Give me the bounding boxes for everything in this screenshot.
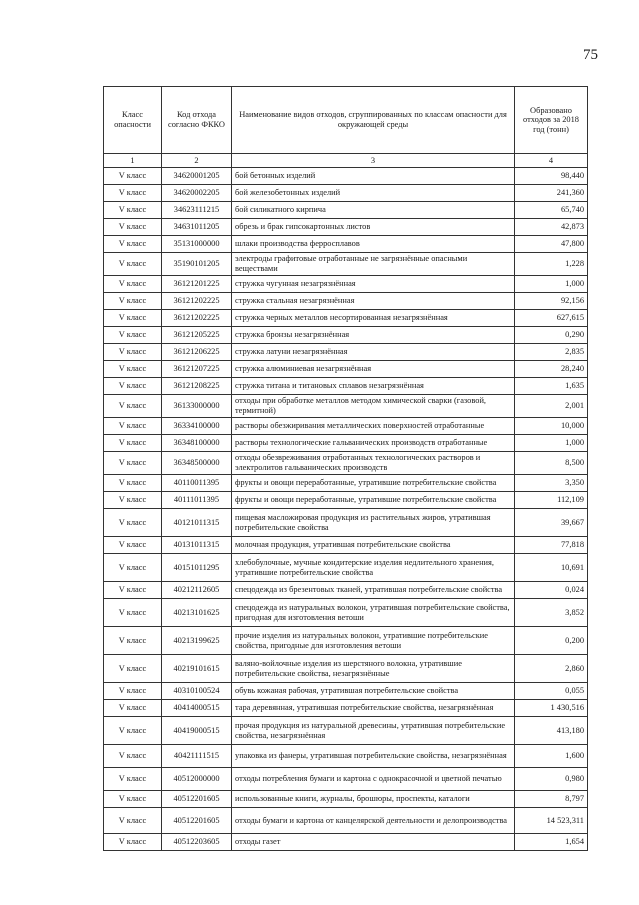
hazard-class-cell: V класс	[104, 344, 162, 361]
table-row	[104, 293, 588, 310]
amount-cell: 42,873	[515, 219, 588, 236]
table-row	[104, 492, 588, 509]
fkko-code-cell: 40219101615	[162, 655, 232, 683]
amount-cell: 1,000	[515, 276, 588, 293]
fkko-code-cell: 36348500000	[162, 452, 232, 475]
hazard-class-cell: V класс	[104, 745, 162, 768]
fkko-code-cell: 40512000000	[162, 768, 232, 791]
waste-name-cell: стружка чугунная незагрязнённая	[232, 276, 515, 293]
waste-name-cell: стружка стальная незагрязнённая	[232, 293, 515, 310]
hazard-class-cell: V класс	[104, 791, 162, 808]
fkko-code-cell: 40213101625	[162, 599, 232, 627]
fkko-code-cell: 36121202225	[162, 293, 232, 310]
table-row	[104, 219, 588, 236]
fkko-code-cell: 40212112605	[162, 582, 232, 599]
fkko-code-cell: 36121201225	[162, 276, 232, 293]
fkko-code-cell: 36121206225	[162, 344, 232, 361]
table-row	[104, 475, 588, 492]
amount-cell: 1,228	[515, 253, 588, 276]
hazard-class-cell: V класс	[104, 509, 162, 537]
amount-cell: 1,635	[515, 378, 588, 395]
amount-cell: 98,440	[515, 168, 588, 185]
amount-cell: 8,797	[515, 791, 588, 808]
table-row	[104, 168, 588, 185]
hazard-class-cell: V класс	[104, 395, 162, 418]
header-amount: Образовано отходов за 2018 год (тонн)	[515, 87, 588, 154]
fkko-code-cell: 36121205225	[162, 327, 232, 344]
waste-name-cell: стружка титана и титановых сплавов незагрязнённая	[232, 378, 515, 395]
waste-name-cell: шлаки производства ферросплавов	[232, 236, 515, 253]
amount-cell: 0,024	[515, 582, 588, 599]
column-index: 2	[162, 154, 232, 168]
waste-name-cell: обрезь и брак гипсокартонных листов	[232, 219, 515, 236]
amount-cell: 413,180	[515, 717, 588, 745]
fkko-code-cell: 40213199625	[162, 627, 232, 655]
amount-cell: 14 523,311	[515, 808, 588, 834]
fkko-code-cell: 40414000515	[162, 700, 232, 717]
amount-cell: 0,200	[515, 627, 588, 655]
amount-cell: 8,500	[515, 452, 588, 475]
table-row	[104, 253, 588, 276]
table-row	[104, 808, 588, 834]
table-row	[104, 435, 588, 452]
table-row	[104, 768, 588, 791]
column-index-row	[104, 154, 588, 168]
fkko-code-cell: 34620001205	[162, 168, 232, 185]
table-row	[104, 834, 588, 851]
table-row	[104, 509, 588, 537]
column-index: 1	[104, 154, 162, 168]
waste-name-cell: тара деревянная, утратившая потребительские свойства, незагрязнённая	[232, 700, 515, 717]
table-row	[104, 717, 588, 745]
fkko-code-cell: 36334100000	[162, 418, 232, 435]
waste-name-cell: отходы при обработке металлов методом химической сварки (газовой, термитной)	[232, 395, 515, 418]
hazard-class-cell: V класс	[104, 378, 162, 395]
waste-name-cell: хлебобулочные, мучные кондитерские изделия недлительного хранения, утратившие потребительские свойства	[232, 554, 515, 582]
fkko-code-cell: 36121202225	[162, 310, 232, 327]
fkko-code-cell: 34623111215	[162, 202, 232, 219]
fkko-code-cell: 40111011395	[162, 492, 232, 509]
amount-cell: 3,852	[515, 599, 588, 627]
hazard-class-cell: V класс	[104, 537, 162, 554]
amount-cell: 0,980	[515, 768, 588, 791]
fkko-code-cell: 34631011205	[162, 219, 232, 236]
amount-cell: 2,001	[515, 395, 588, 418]
table-row	[104, 185, 588, 202]
hazard-class-cell: V класс	[104, 554, 162, 582]
waste-name-cell: упаковка из фанеры, утратившая потребительские свойства, незагрязнённая	[232, 745, 515, 768]
waste-name-cell: стружка черных металлов несортированная незагрязнённая	[232, 310, 515, 327]
waste-name-cell: обувь кожаная рабочая, утратившая потребительские свойства	[232, 683, 515, 700]
hazard-class-cell: V класс	[104, 655, 162, 683]
table-row	[104, 627, 588, 655]
fkko-code-cell: 36348100000	[162, 435, 232, 452]
page-number: 75	[583, 47, 598, 63]
waste-name-cell: бой силикатного кирпича	[232, 202, 515, 219]
waste-name-cell: бой железобетонных изделий	[232, 185, 515, 202]
table-row	[104, 344, 588, 361]
fkko-code-cell: 40512201605	[162, 791, 232, 808]
hazard-class-cell: V класс	[104, 599, 162, 627]
hazard-class-cell: V класс	[104, 276, 162, 293]
waste-name-cell: отходы обезвреживания отработанных технологических растворов и электролитов гальванических производств	[232, 452, 515, 475]
waste-name-cell: валяно-войлочные изделия из шерстяного волокна, утратившие потребительские свойства, незагрязнённые	[232, 655, 515, 683]
waste-name-cell: фрукты и овощи переработанные, утратившие потребительские свойства	[232, 475, 515, 492]
amount-cell: 10,691	[515, 554, 588, 582]
amount-cell: 627,615	[515, 310, 588, 327]
fkko-code-cell: 34620002205	[162, 185, 232, 202]
header-waste-name: Наименование видов отходов, сгруппированных по классам опасности для окружающей среды	[232, 87, 515, 154]
hazard-class-cell: V класс	[104, 185, 162, 202]
header-row	[104, 87, 588, 154]
fkko-code-cell: 40121011315	[162, 509, 232, 537]
waste-name-cell: использованные книги, журналы, брошюры, проспекты, каталоги	[232, 791, 515, 808]
amount-cell: 2,835	[515, 344, 588, 361]
hazard-class-cell: V класс	[104, 768, 162, 791]
hazard-class-cell: V класс	[104, 418, 162, 435]
hazard-class-cell: V класс	[104, 717, 162, 745]
amount-cell: 1,600	[515, 745, 588, 768]
waste-name-cell: стружка латуни незагрязнённая	[232, 344, 515, 361]
table-row	[104, 418, 588, 435]
fkko-code-cell: 36133000000	[162, 395, 232, 418]
waste-name-cell: спецодежда из натуральных волокон, утратившая потребительские свойства, пригодная для изготовления ветоши	[232, 599, 515, 627]
hazard-class-cell: V класс	[104, 219, 162, 236]
waste-name-cell: пищевая масложировая продукция из растительных жиров, утратившая потребительские свойства	[232, 509, 515, 537]
table-body	[104, 168, 588, 851]
table-row	[104, 452, 588, 475]
fkko-code-cell: 40131011315	[162, 537, 232, 554]
amount-cell: 0,055	[515, 683, 588, 700]
amount-cell: 2,860	[515, 655, 588, 683]
waste-name-cell: растворы обезжиривания металлических поверхностей отработанные	[232, 418, 515, 435]
amount-cell: 1 430,516	[515, 700, 588, 717]
fkko-code-cell: 35131000000	[162, 236, 232, 253]
header-hazard-class: Класс опасности	[104, 87, 162, 154]
waste-name-cell: отходы потребления бумаги и картона с однокрасочной и цветной печатью	[232, 768, 515, 791]
waste-table	[103, 86, 588, 851]
waste-name-cell: прочие изделия из натуральных волокон, утратившие потребительские свойства, пригодные для изготовления ветоши	[232, 627, 515, 655]
hazard-class-cell: V класс	[104, 168, 162, 185]
table-row	[104, 655, 588, 683]
amount-cell: 65,740	[515, 202, 588, 219]
amount-cell: 112,109	[515, 492, 588, 509]
hazard-class-cell: V класс	[104, 808, 162, 834]
table-row	[104, 310, 588, 327]
fkko-code-cell: 40151011295	[162, 554, 232, 582]
waste-name-cell: фрукты и овощи переработанные, утратившие потребительские свойства	[232, 492, 515, 509]
hazard-class-cell: V класс	[104, 293, 162, 310]
table-row	[104, 202, 588, 219]
waste-name-cell: молочная продукция, утратившая потребительские свойства	[232, 537, 515, 554]
amount-cell: 1,000	[515, 435, 588, 452]
column-index: 3	[232, 154, 515, 168]
header-fkko-code: Код отхода согласно ФККО	[162, 87, 232, 154]
amount-cell: 92,156	[515, 293, 588, 310]
waste-name-cell: отходы газет	[232, 834, 515, 851]
fkko-code-cell: 40421111515	[162, 745, 232, 768]
hazard-class-cell: V класс	[104, 435, 162, 452]
table-row	[104, 361, 588, 378]
amount-cell: 47,800	[515, 236, 588, 253]
table-row	[104, 327, 588, 344]
table-row	[104, 745, 588, 768]
hazard-class-cell: V класс	[104, 310, 162, 327]
fkko-code-cell: 40419000515	[162, 717, 232, 745]
fkko-code-cell: 40512203605	[162, 834, 232, 851]
waste-name-cell: электроды графитовые отработанные не загрязнённые опасными веществами	[232, 253, 515, 276]
amount-cell: 1,654	[515, 834, 588, 851]
hazard-class-cell: V класс	[104, 834, 162, 851]
waste-name-cell: бой бетонных изделий	[232, 168, 515, 185]
table-row	[104, 236, 588, 253]
waste-name-cell: спецодежда из брезентовых тканей, утратившая потребительские свойства	[232, 582, 515, 599]
table-row	[104, 378, 588, 395]
waste-name-cell: стружка алюминиевая незагрязнённая	[232, 361, 515, 378]
table-row	[104, 700, 588, 717]
amount-cell: 39,667	[515, 509, 588, 537]
table-row	[104, 791, 588, 808]
table-row	[104, 582, 588, 599]
fkko-code-cell: 40110011395	[162, 475, 232, 492]
table-row	[104, 395, 588, 418]
fkko-code-cell: 36121207225	[162, 361, 232, 378]
fkko-code-cell: 35190101205	[162, 253, 232, 276]
table-row	[104, 537, 588, 554]
waste-name-cell: стружка бронзы незагрязнённая	[232, 327, 515, 344]
hazard-class-cell: V класс	[104, 253, 162, 276]
amount-cell: 77,818	[515, 537, 588, 554]
waste-name-cell: отходы бумаги и картона от канцелярской деятельности и делопроизводства	[232, 808, 515, 834]
waste-name-cell: растворы технологические гальванических производств отработанные	[232, 435, 515, 452]
fkko-code-cell: 40512201605	[162, 808, 232, 834]
amount-cell: 0,290	[515, 327, 588, 344]
hazard-class-cell: V класс	[104, 327, 162, 344]
hazard-class-cell: V класс	[104, 683, 162, 700]
hazard-class-cell: V класс	[104, 627, 162, 655]
amount-cell: 10,000	[515, 418, 588, 435]
hazard-class-cell: V класс	[104, 582, 162, 599]
hazard-class-cell: V класс	[104, 452, 162, 475]
table-row	[104, 276, 588, 293]
fkko-code-cell: 36121208225	[162, 378, 232, 395]
amount-cell: 241,360	[515, 185, 588, 202]
table-row	[104, 554, 588, 582]
hazard-class-cell: V класс	[104, 475, 162, 492]
column-index: 4	[515, 154, 588, 168]
amount-cell: 28,240	[515, 361, 588, 378]
hazard-class-cell: V класс	[104, 202, 162, 219]
hazard-class-cell: V класс	[104, 361, 162, 378]
waste-name-cell: прочая продукция из натуральной древесины, утратившая потребительские свойства, незагрязнённая	[232, 717, 515, 745]
amount-cell: 3,350	[515, 475, 588, 492]
table-row	[104, 683, 588, 700]
fkko-code-cell: 40310100524	[162, 683, 232, 700]
table-row	[104, 599, 588, 627]
hazard-class-cell: V класс	[104, 492, 162, 509]
hazard-class-cell: V класс	[104, 700, 162, 717]
hazard-class-cell: V класс	[104, 236, 162, 253]
